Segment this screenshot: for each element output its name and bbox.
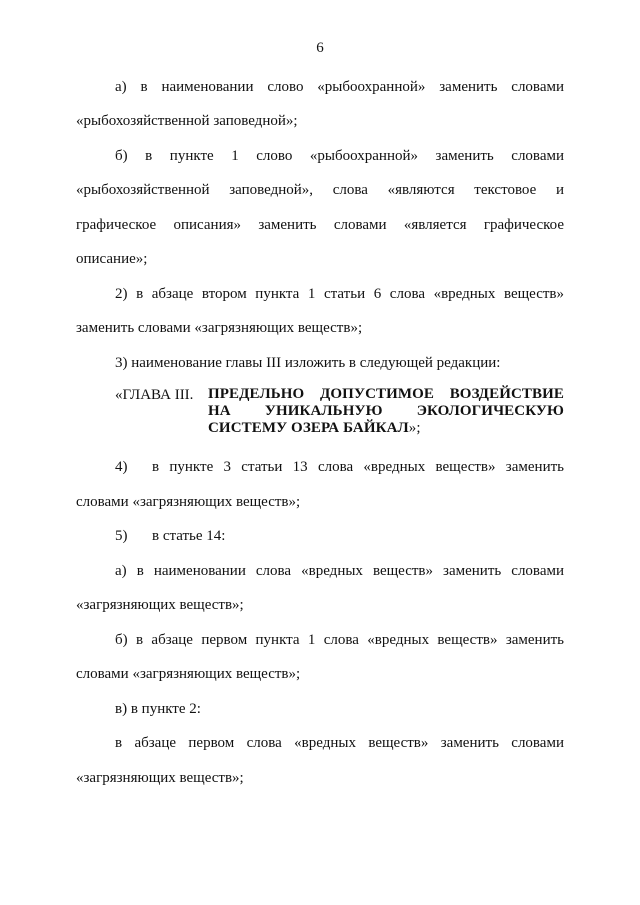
paragraph-line: а) в наименовании слово «рыбоохранной» заменить словами: [115, 79, 564, 95]
paragraph-line: словами «загрязняющих веществ»;: [76, 666, 301, 682]
paragraph-line: «загрязняющих веществ»;: [76, 770, 244, 786]
paragraph-line: а) в наименовании слова «вредных веществ» заменить словами: [115, 563, 564, 579]
paragraph-line: 3) наименование главы III изложить в следующей редакции:: [115, 355, 501, 371]
chapter-label: «ГЛАВА III.: [115, 387, 194, 403]
paragraph-line: 2) в абзаце втором пункта 1 статьи 6 слова «вредных веществ»: [115, 286, 564, 302]
paragraph-line: словами «загрязняющих веществ»;: [76, 494, 301, 510]
paragraph-line: графическое описания» заменить словами «является графическое: [76, 217, 564, 233]
item-text: в статье 14:: [152, 528, 226, 544]
paragraph-line: в) в пункте 2:: [115, 701, 201, 717]
paragraph-line: описание»;: [76, 251, 148, 267]
chapter-title: [208, 386, 564, 437]
chapter-title-tail: »;: [408, 420, 421, 436]
paragraph-line: в абзаце первом слова «вредных веществ» заменить словами: [115, 735, 564, 751]
paragraph-line: [115, 458, 564, 476]
paragraph-line: б) в абзаце первом пункта 1 слова «вредных веществ» заменить: [115, 632, 564, 648]
item-number: 5): [115, 528, 128, 544]
page-number: 6: [316, 40, 324, 56]
paragraph-line: «загрязняющих веществ»;: [76, 597, 244, 613]
item-text: в пункте 3 статьи 13 слова «вредных веществ» заменить: [152, 459, 564, 475]
paragraph-line: «рыбохозяйственной заповедной», слова «являются текстовое и: [76, 182, 564, 198]
paragraph-line: «рыбохозяйственной заповедной»;: [76, 113, 298, 129]
item-number: 4): [115, 459, 128, 475]
paragraph-line: [115, 527, 564, 545]
paragraph-line: б) в пункте 1 слово «рыбоохранной» заменить словами: [115, 148, 564, 164]
paragraph-line: заменить словами «загрязняющих веществ»;: [76, 320, 363, 336]
chapter-title-text: ПРЕДЕЛЬНО ДОПУСТИМОЕ ВОЗДЕЙСТВИЕ НА УНИКАЛЬНУЮ ЭКОЛОГИЧЕСКУЮ СИСТЕМУ ОЗЕРА БАЙКАЛ: [208, 386, 564, 436]
